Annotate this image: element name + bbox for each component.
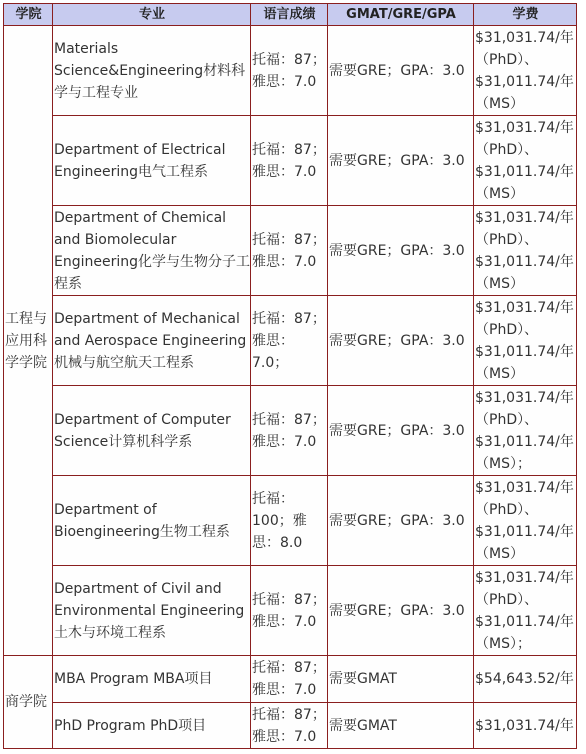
major-cell: Department of Mechanical and Aerospace Engineering机械与航空航天工程系 (53, 296, 251, 386)
test-cell: 需要GRE；GPA：3.0 (328, 206, 474, 296)
language-cell: 托福：87；雅思：7.0 (251, 566, 328, 656)
header-major: 专业 (53, 4, 251, 26)
table-body (4, 26, 577, 749)
college-cell: 工程与应用科学学院 (4, 26, 53, 656)
language-cell: 托福：87；雅思：7.0 (251, 26, 328, 116)
major-cell: Materials Science&Engineering材料科学与工程专业 (53, 26, 251, 116)
test-cell: 需要GRE；GPA：3.0 (328, 296, 474, 386)
tuition-cell: $31,031.74/年（PhD）、$31,011.74/年（MS） (474, 296, 577, 386)
table-row (4, 476, 577, 566)
table-row (4, 386, 577, 476)
major-cell: Department of Bioengineering生物工程系 (53, 476, 251, 566)
test-cell: 需要GRE；GPA：3.0 (328, 386, 474, 476)
table-row (4, 206, 577, 296)
header-language: 语言成绩 (251, 4, 328, 26)
table-row (4, 703, 577, 749)
test-cell: 需要GRE；GPA：3.0 (328, 26, 474, 116)
test-cell: 需要GMAT (328, 656, 474, 703)
major-cell: MBA Program MBA项目 (53, 656, 251, 703)
language-cell: 托福：87；雅思：7.0； (251, 296, 328, 386)
table-header-row (4, 4, 577, 26)
major-cell: PhD Program PhD项目 (53, 703, 251, 749)
major-cell: Department of Chemical and Biomolecular Engineering化学与生物分子工程系 (53, 206, 251, 296)
tuition-cell: $31,031.74/年（PhD）、$31,011.74/年（MS） (474, 26, 577, 116)
table-row (4, 656, 577, 703)
tuition-cell: $54,643.52/年 (474, 656, 577, 703)
program-table (3, 3, 577, 749)
tuition-cell: $31,031.74/年（PhD）、$31,011.74/年（MS） (474, 116, 577, 206)
language-cell: 托福：100；雅思：8.0 (251, 476, 328, 566)
language-cell: 托福：87；雅思：7.0 (251, 386, 328, 476)
tuition-cell: $31,031.74/年（PhD）、$31,011.74/年（MS） (474, 206, 577, 296)
major-cell: Department of Computer Science计算机科学系 (53, 386, 251, 476)
test-cell: 需要GRE；GPA：3.0 (328, 116, 474, 206)
table-row (4, 566, 577, 656)
header-test: GMAT/GRE/GPA (328, 4, 474, 26)
college-cell: 商学院 (4, 656, 53, 749)
tuition-cell: $31,031.74/年 (474, 703, 577, 749)
language-cell: 托福：87；雅思：7.0 (251, 703, 328, 749)
table-row (4, 296, 577, 386)
language-cell: 托福：87；雅思：7.0 (251, 206, 328, 296)
major-cell: Department of Civil and Environmental Engineering土木与环境工程系 (53, 566, 251, 656)
test-cell: 需要GRE；GPA：3.0 (328, 566, 474, 656)
test-cell: 需要GMAT (328, 703, 474, 749)
tuition-cell: $31,031.74/年（PhD）、$31,011.74/年（MS） (474, 476, 577, 566)
header-college: 学院 (4, 4, 53, 26)
tuition-cell: $31,031.74/年（PhD）、$31,011.74/年（MS）； (474, 566, 577, 656)
language-cell: 托福：87；雅思：7.0 (251, 656, 328, 703)
table-row (4, 26, 577, 116)
header-tuition: 学费 (474, 4, 577, 26)
table-row (4, 116, 577, 206)
language-cell: 托福：87；雅思：7.0 (251, 116, 328, 206)
test-cell: 需要GRE；GPA：3.0 (328, 476, 474, 566)
tuition-cell: $31,031.74/年（PhD）、$31,011.74/年（MS）； (474, 386, 577, 476)
major-cell: Department of Electrical Engineering电气工程系 (53, 116, 251, 206)
